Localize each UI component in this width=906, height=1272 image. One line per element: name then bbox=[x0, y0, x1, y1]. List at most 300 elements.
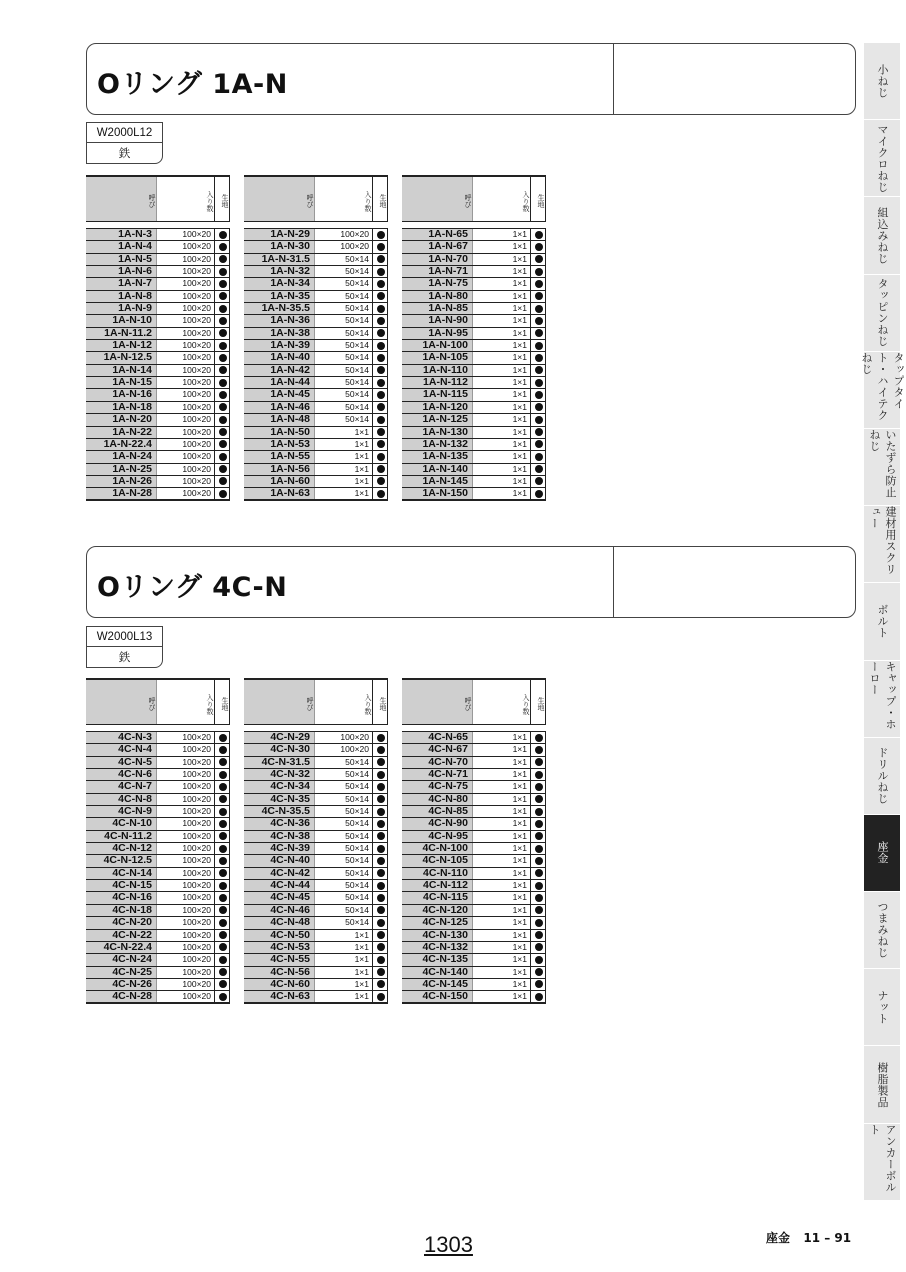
side-tab[interactable] bbox=[864, 661, 900, 738]
pack-quantity: 50×14 bbox=[314, 389, 372, 400]
side-tab[interactable] bbox=[864, 815, 900, 892]
available-dot-icon bbox=[377, 255, 385, 263]
page-number: 1303 bbox=[424, 1232, 473, 1257]
table-row bbox=[402, 818, 546, 830]
pack-quantity: 1×1 bbox=[472, 818, 530, 829]
finish-cell bbox=[530, 266, 546, 277]
table-row bbox=[244, 229, 388, 241]
table-row bbox=[244, 954, 388, 966]
pack-quantity: 1×1 bbox=[472, 843, 530, 854]
pack-quantity: 1×1 bbox=[472, 781, 530, 792]
available-dot-icon bbox=[377, 305, 385, 313]
table-row bbox=[244, 254, 388, 266]
header-qty: 入り数 bbox=[472, 177, 530, 221]
side-tab[interactable] bbox=[864, 275, 900, 352]
pack-quantity: 50×14 bbox=[314, 402, 372, 413]
available-dot-icon bbox=[535, 956, 543, 964]
finish-cell bbox=[372, 757, 388, 768]
finish-cell bbox=[214, 991, 230, 1001]
available-dot-icon bbox=[535, 465, 543, 473]
table-header bbox=[86, 678, 230, 725]
table-row bbox=[86, 229, 230, 241]
available-dot-icon bbox=[377, 490, 385, 498]
finish-cell bbox=[214, 979, 230, 990]
available-dot-icon bbox=[377, 845, 385, 853]
finish-cell bbox=[372, 979, 388, 990]
pack-quantity: 100×20 bbox=[156, 402, 214, 413]
pack-quantity: 100×20 bbox=[314, 241, 372, 252]
table-row bbox=[86, 855, 230, 867]
finish-cell bbox=[214, 868, 230, 879]
available-dot-icon bbox=[535, 255, 543, 263]
size-name: 4C-N-24 bbox=[86, 954, 156, 965]
table-row bbox=[402, 991, 546, 1003]
table-row bbox=[244, 917, 388, 929]
finish-cell bbox=[372, 427, 388, 438]
table-row bbox=[244, 979, 388, 991]
title-divider bbox=[613, 44, 614, 114]
size-name: 4C-N-115 bbox=[402, 892, 472, 903]
side-tab[interactable] bbox=[864, 892, 900, 969]
available-dot-icon bbox=[377, 342, 385, 350]
pack-quantity: 50×14 bbox=[314, 855, 372, 866]
size-name: 1A-N-38 bbox=[244, 328, 314, 339]
available-dot-icon bbox=[535, 416, 543, 424]
finish-cell bbox=[530, 427, 546, 438]
side-tab-label: タッピンねじ bbox=[876, 278, 889, 348]
size-name: 4C-N-120 bbox=[402, 905, 472, 916]
pack-quantity: 1×1 bbox=[314, 451, 372, 462]
table-row bbox=[86, 979, 230, 991]
size-name: 4C-N-55 bbox=[244, 954, 314, 965]
finish-cell bbox=[214, 389, 230, 400]
table-row bbox=[86, 414, 230, 426]
pack-quantity: 1×1 bbox=[472, 880, 530, 891]
size-name: 1A-N-36 bbox=[244, 315, 314, 326]
pack-quantity: 1×1 bbox=[314, 464, 372, 475]
side-tab-label: 建材用スクリュー bbox=[868, 506, 897, 576]
table-row bbox=[244, 769, 388, 781]
finish-cell bbox=[530, 241, 546, 252]
available-dot-icon bbox=[219, 734, 227, 742]
pack-quantity: 50×14 bbox=[314, 365, 372, 376]
side-tab[interactable] bbox=[864, 969, 900, 1046]
table-row bbox=[244, 439, 388, 451]
size-name: 1A-N-26 bbox=[86, 476, 156, 487]
table-row bbox=[402, 389, 546, 401]
available-dot-icon bbox=[535, 783, 543, 791]
size-name: 1A-N-22 bbox=[86, 427, 156, 438]
side-tab-label: いたずら防止ねじ bbox=[868, 428, 897, 498]
header-qty: 入り数 bbox=[314, 177, 372, 221]
pack-quantity: 50×14 bbox=[314, 917, 372, 928]
spec-table bbox=[244, 678, 388, 1004]
table-row bbox=[86, 488, 230, 500]
available-dot-icon bbox=[377, 477, 385, 485]
table-row bbox=[86, 389, 230, 401]
pack-quantity: 1×1 bbox=[472, 241, 530, 252]
finish-cell bbox=[530, 229, 546, 240]
available-dot-icon bbox=[535, 231, 543, 239]
available-dot-icon bbox=[377, 795, 385, 803]
size-name: 1A-N-71 bbox=[402, 266, 472, 277]
available-dot-icon bbox=[219, 882, 227, 890]
pack-quantity: 100×20 bbox=[156, 930, 214, 941]
available-dot-icon bbox=[377, 379, 385, 387]
table-row bbox=[86, 868, 230, 880]
side-tab-label: 組込みねじ bbox=[876, 206, 889, 265]
side-tab-label: アンカーボルト bbox=[868, 1123, 897, 1193]
table-row bbox=[402, 744, 546, 756]
available-dot-icon bbox=[535, 795, 543, 803]
side-tab[interactable] bbox=[864, 197, 900, 274]
finish-cell bbox=[530, 291, 546, 302]
pack-quantity: 1×1 bbox=[472, 328, 530, 339]
finish-cell bbox=[372, 732, 388, 743]
available-dot-icon bbox=[377, 919, 385, 927]
size-name: 1A-N-70 bbox=[402, 254, 472, 265]
size-name: 4C-N-36 bbox=[244, 818, 314, 829]
size-name: 4C-N-44 bbox=[244, 880, 314, 891]
table-row bbox=[402, 414, 546, 426]
size-name: 4C-N-70 bbox=[402, 757, 472, 768]
pack-quantity: 1×1 bbox=[472, 476, 530, 487]
table-row bbox=[86, 377, 230, 389]
table-row bbox=[86, 967, 230, 979]
size-name: 4C-N-16 bbox=[86, 892, 156, 903]
finish-cell bbox=[214, 254, 230, 265]
pack-quantity: 1×1 bbox=[472, 352, 530, 363]
available-dot-icon bbox=[219, 758, 227, 766]
pack-quantity: 1×1 bbox=[314, 488, 372, 498]
size-name: 4C-N-5 bbox=[86, 757, 156, 768]
side-index-tabs bbox=[860, 43, 905, 1201]
size-name: 4C-N-32 bbox=[244, 769, 314, 780]
side-tab[interactable] bbox=[864, 429, 900, 506]
available-dot-icon bbox=[535, 734, 543, 742]
available-dot-icon bbox=[535, 980, 543, 988]
finish-cell bbox=[214, 954, 230, 965]
size-name: 1A-N-80 bbox=[402, 291, 472, 302]
header-mat: 生地 bbox=[214, 177, 230, 221]
side-tab[interactable] bbox=[864, 506, 900, 583]
available-dot-icon bbox=[377, 882, 385, 890]
side-tab[interactable] bbox=[864, 583, 900, 660]
table-row bbox=[86, 439, 230, 451]
available-dot-icon bbox=[377, 993, 385, 1001]
size-name: 4C-N-30 bbox=[244, 744, 314, 755]
table-row bbox=[86, 254, 230, 266]
finish-cell bbox=[214, 439, 230, 450]
table-row bbox=[86, 818, 230, 830]
finish-cell bbox=[530, 794, 546, 805]
available-dot-icon bbox=[219, 453, 227, 461]
size-name: 1A-N-55 bbox=[244, 451, 314, 462]
table-row bbox=[86, 905, 230, 917]
table-row bbox=[86, 315, 230, 327]
side-tab[interactable] bbox=[864, 1124, 900, 1201]
finish-cell bbox=[530, 831, 546, 842]
side-tab[interactable] bbox=[864, 1046, 900, 1123]
available-dot-icon bbox=[535, 931, 543, 939]
pack-quantity: 100×20 bbox=[156, 254, 214, 265]
finish-cell bbox=[530, 917, 546, 928]
side-tab[interactable] bbox=[864, 120, 900, 197]
size-name: 4C-N-34 bbox=[244, 781, 314, 792]
pack-quantity: 1×1 bbox=[472, 806, 530, 817]
table-header bbox=[244, 678, 388, 725]
pack-quantity: 1×1 bbox=[472, 402, 530, 413]
pack-quantity: 100×20 bbox=[156, 781, 214, 792]
available-dot-icon bbox=[219, 403, 227, 411]
footer-label bbox=[766, 1229, 851, 1246]
side-tab[interactable] bbox=[860, 351, 905, 429]
available-dot-icon bbox=[219, 477, 227, 485]
pack-quantity: 100×20 bbox=[156, 892, 214, 903]
finish-cell bbox=[372, 291, 388, 302]
available-dot-icon bbox=[377, 329, 385, 337]
size-name: 1A-N-132 bbox=[402, 439, 472, 450]
table-row bbox=[244, 744, 388, 756]
finish-cell bbox=[214, 843, 230, 854]
table-row bbox=[86, 732, 230, 744]
pack-quantity: 50×14 bbox=[314, 303, 372, 314]
side-tab[interactable] bbox=[864, 43, 900, 120]
available-dot-icon bbox=[377, 980, 385, 988]
product-code: W2000L13 bbox=[87, 627, 162, 647]
table-row bbox=[402, 229, 546, 241]
table-row bbox=[86, 942, 230, 954]
side-tab[interactable] bbox=[864, 738, 900, 815]
finish-cell bbox=[214, 402, 230, 413]
table-row bbox=[86, 476, 230, 488]
material-label: 鉄 bbox=[118, 146, 131, 160]
pack-quantity: 1×1 bbox=[472, 732, 530, 743]
table-row bbox=[402, 806, 546, 818]
table-row bbox=[244, 781, 388, 793]
table-row bbox=[402, 315, 546, 327]
size-name: 4C-N-42 bbox=[244, 868, 314, 879]
size-name: 1A-N-115 bbox=[402, 389, 472, 400]
available-dot-icon bbox=[219, 342, 227, 350]
table-row bbox=[402, 254, 546, 266]
size-name: 1A-N-9 bbox=[86, 303, 156, 314]
pack-quantity: 100×20 bbox=[156, 732, 214, 743]
size-name: 4C-N-60 bbox=[244, 979, 314, 990]
finish-cell bbox=[530, 340, 546, 351]
finish-cell bbox=[530, 979, 546, 990]
table-row bbox=[244, 377, 388, 389]
size-name: 4C-N-14 bbox=[86, 868, 156, 879]
finish-cell bbox=[530, 476, 546, 487]
pack-quantity: 100×20 bbox=[156, 439, 214, 450]
table-header bbox=[402, 678, 546, 725]
pack-quantity: 100×20 bbox=[156, 427, 214, 438]
available-dot-icon bbox=[219, 391, 227, 399]
size-name: 4C-N-18 bbox=[86, 905, 156, 916]
size-name: 1A-N-95 bbox=[402, 328, 472, 339]
size-name: 4C-N-7 bbox=[86, 781, 156, 792]
size-name: 1A-N-110 bbox=[402, 365, 472, 376]
pack-quantity: 50×14 bbox=[314, 806, 372, 817]
section-title-box bbox=[86, 546, 856, 618]
size-name: 1A-N-42 bbox=[244, 365, 314, 376]
table-row bbox=[244, 488, 388, 500]
pack-quantity: 50×14 bbox=[314, 843, 372, 854]
finish-cell bbox=[372, 806, 388, 817]
pack-quantity: 100×20 bbox=[156, 967, 214, 978]
available-dot-icon bbox=[219, 943, 227, 951]
available-dot-icon bbox=[219, 329, 227, 337]
size-name: 1A-N-60 bbox=[244, 476, 314, 487]
available-dot-icon bbox=[219, 956, 227, 964]
side-tab-label: 小ねじ bbox=[876, 63, 889, 99]
available-dot-icon bbox=[219, 795, 227, 803]
size-name: 4C-N-26 bbox=[86, 979, 156, 990]
available-dot-icon bbox=[219, 490, 227, 498]
available-dot-icon bbox=[219, 268, 227, 276]
pack-quantity: 100×20 bbox=[156, 303, 214, 314]
finish-cell bbox=[372, 414, 388, 425]
product-code-box bbox=[86, 122, 163, 164]
pack-quantity: 1×1 bbox=[472, 868, 530, 879]
size-name: 1A-N-100 bbox=[402, 340, 472, 351]
table-row bbox=[244, 757, 388, 769]
finish-cell bbox=[530, 806, 546, 817]
table-row bbox=[86, 744, 230, 756]
pack-quantity: 1×1 bbox=[472, 254, 530, 265]
finish-cell bbox=[372, 843, 388, 854]
table-row bbox=[402, 291, 546, 303]
finish-cell bbox=[372, 488, 388, 498]
side-tab-label: ボルト bbox=[876, 604, 889, 639]
finish-cell bbox=[372, 352, 388, 363]
size-name: 4C-N-46 bbox=[244, 905, 314, 916]
available-dot-icon bbox=[219, 255, 227, 263]
finish-cell bbox=[214, 732, 230, 743]
finish-cell bbox=[530, 905, 546, 916]
table-row bbox=[244, 303, 388, 315]
available-dot-icon bbox=[535, 342, 543, 350]
size-name: 4C-N-3 bbox=[86, 732, 156, 743]
size-name: 4C-N-71 bbox=[402, 769, 472, 780]
size-name: 4C-N-100 bbox=[402, 843, 472, 854]
available-dot-icon bbox=[535, 391, 543, 399]
table-row bbox=[402, 757, 546, 769]
available-dot-icon bbox=[377, 440, 385, 448]
table-row bbox=[244, 880, 388, 892]
table-row bbox=[402, 352, 546, 364]
available-dot-icon bbox=[219, 746, 227, 754]
available-dot-icon bbox=[219, 292, 227, 300]
size-name: 4C-N-50 bbox=[244, 930, 314, 941]
pack-quantity: 100×20 bbox=[156, 917, 214, 928]
size-name: 1A-N-8 bbox=[86, 291, 156, 302]
pack-quantity: 1×1 bbox=[314, 439, 372, 450]
pack-quantity: 50×14 bbox=[314, 340, 372, 351]
size-name: 1A-N-130 bbox=[402, 427, 472, 438]
table-row bbox=[402, 303, 546, 315]
size-name: 1A-N-20 bbox=[86, 414, 156, 425]
pack-quantity: 100×20 bbox=[156, 806, 214, 817]
header-name: 呼び bbox=[402, 680, 472, 724]
table-row bbox=[244, 476, 388, 488]
available-dot-icon bbox=[219, 354, 227, 362]
table-row bbox=[244, 892, 388, 904]
available-dot-icon bbox=[219, 771, 227, 779]
available-dot-icon bbox=[535, 292, 543, 300]
table-row bbox=[244, 942, 388, 954]
finish-cell bbox=[214, 303, 230, 314]
size-name: 4C-N-140 bbox=[402, 967, 472, 978]
size-name: 4C-N-9 bbox=[86, 806, 156, 817]
finish-cell bbox=[214, 794, 230, 805]
available-dot-icon bbox=[377, 280, 385, 288]
pack-quantity: 100×20 bbox=[156, 991, 214, 1001]
pack-quantity: 100×20 bbox=[156, 488, 214, 498]
size-name: 4C-N-31.5 bbox=[244, 757, 314, 768]
size-name: 1A-N-28 bbox=[86, 488, 156, 498]
size-name: 4C-N-145 bbox=[402, 979, 472, 990]
pack-quantity: 1×1 bbox=[472, 266, 530, 277]
header-gap bbox=[402, 725, 546, 732]
table-row bbox=[86, 781, 230, 793]
available-dot-icon bbox=[377, 832, 385, 840]
pack-quantity: 50×14 bbox=[314, 781, 372, 792]
finish-cell bbox=[372, 794, 388, 805]
table-row bbox=[86, 352, 230, 364]
size-name: 1A-N-18 bbox=[86, 402, 156, 413]
finish-cell bbox=[530, 930, 546, 941]
size-name: 4C-N-67 bbox=[402, 744, 472, 755]
finish-cell bbox=[530, 254, 546, 265]
pack-quantity: 1×1 bbox=[472, 892, 530, 903]
pack-quantity: 1×1 bbox=[472, 414, 530, 425]
header-name: 呼び bbox=[86, 177, 156, 221]
table-row bbox=[402, 917, 546, 929]
pack-quantity: 100×20 bbox=[156, 979, 214, 990]
finish-cell bbox=[530, 855, 546, 866]
finish-cell bbox=[530, 942, 546, 953]
table-row bbox=[86, 954, 230, 966]
size-name: 4C-N-39 bbox=[244, 843, 314, 854]
available-dot-icon bbox=[535, 477, 543, 485]
spec-table bbox=[86, 678, 230, 1004]
pack-quantity: 1×1 bbox=[472, 917, 530, 928]
finish-cell bbox=[372, 439, 388, 450]
available-dot-icon bbox=[219, 280, 227, 288]
table-row bbox=[244, 340, 388, 352]
pack-quantity: 1×1 bbox=[472, 315, 530, 326]
available-dot-icon bbox=[377, 391, 385, 399]
pack-quantity: 50×14 bbox=[314, 757, 372, 768]
pack-quantity: 1×1 bbox=[314, 942, 372, 953]
finish-cell bbox=[214, 377, 230, 388]
pack-quantity: 1×1 bbox=[472, 769, 530, 780]
size-name: 4C-N-20 bbox=[86, 917, 156, 928]
finish-cell bbox=[372, 954, 388, 965]
finish-cell bbox=[530, 464, 546, 475]
finish-cell bbox=[372, 930, 388, 941]
finish-cell bbox=[530, 278, 546, 289]
table-header bbox=[402, 175, 546, 222]
table-row bbox=[244, 451, 388, 463]
available-dot-icon bbox=[535, 403, 543, 411]
pack-quantity: 1×1 bbox=[472, 291, 530, 302]
pack-quantity: 100×20 bbox=[156, 868, 214, 879]
pack-quantity: 1×1 bbox=[314, 427, 372, 438]
finish-cell bbox=[530, 732, 546, 743]
